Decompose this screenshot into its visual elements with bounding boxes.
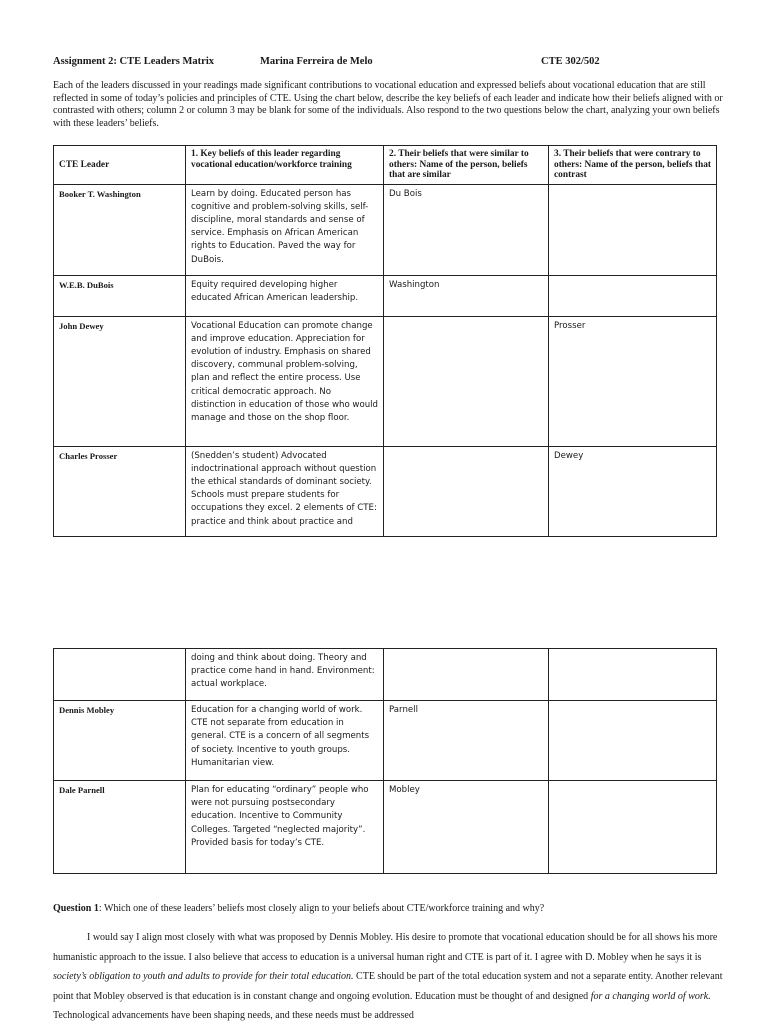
leader-cell: Dennis Mobley <box>54 701 186 781</box>
contrary-cell <box>549 184 717 275</box>
assignment-title: Assignment 2: CTE Leaders Matrix <box>53 56 214 67</box>
instructions-paragraph: Each of the leaders discussed in your readings made significant contributions to vocational education and expressed beliefs about vocational education that are still reflected in some of today’s policies and principles of CTE. Using the chart below, describe the key beliefs of each leader and indicate how their beliefs aligned with or contrasted with others; column 2 or column 3 may be blank for some of the individuals. Also respond to the two questions below the chart, analyzing your own beliefs with these leaders’ beliefs. <box>53 80 723 129</box>
leader-cell: Charles Prosser <box>54 446 186 536</box>
leader-cell <box>54 649 186 701</box>
leaders-matrix-table-continued <box>53 648 717 874</box>
contrary-cell: Dewey <box>549 446 717 536</box>
answer-emphasis-2: for a changing world of work. <box>590 990 711 1002</box>
key-beliefs-cell: Education for a changing world of work. CTE not separate from education in general. CTE is a concern of all segments of society. Incentive to youth groups. Humanitarian view. <box>186 701 384 781</box>
answer-1-paragraph <box>53 928 723 1026</box>
question-1-text: : Which one of these leaders’ beliefs most closely align to your beliefs about CTE/workforce training and why? <box>98 903 545 914</box>
leader-cell: Booker T. Washington <box>54 184 186 275</box>
contrary-cell: Prosser <box>549 316 717 446</box>
table-row <box>54 184 717 275</box>
table-row <box>54 701 717 781</box>
leader-cell: Dale Parnell <box>54 781 186 874</box>
contrary-cell <box>549 275 717 316</box>
contrary-cell <box>549 781 717 874</box>
key-beliefs-cell: Equity required developing higher educated African American leadership. <box>186 275 384 316</box>
key-beliefs-cell: Vocational Education can promote change and improve education. Appreciation for evolution of industry. Emphasis on shared discovery, communal problem-solving, plan and reflect the entire process. Use critical democratic approach. No distinction in education of those who would manage and those on the shop floor. <box>186 316 384 446</box>
leaders-matrix-table <box>53 145 717 537</box>
table-row <box>54 649 717 701</box>
answer-text-part-1: I would say I align most closely with what was proposed by Dennis Mobley. His desire to promote that vocational education should be for all shows his more humanistic approach to the issue. I also believe that access to education is a universal human right and CTE is part of it. I agree with D. Mobley when he says it is <box>53 932 718 963</box>
table-row <box>54 446 717 536</box>
leader-cell: W.E.B. DuBois <box>54 275 186 316</box>
key-beliefs-cell: (Snedden’s student) Advocated indoctrinational approach without question the ethical standards of dominant society. Schools must prepare students for occupations they excel. 2 elements of CTE: practice and think about practice and <box>186 446 384 536</box>
author-name: Marina Ferreira de Melo <box>260 56 373 67</box>
key-beliefs-cell: Plan for educating “ordinary” people who were not pursuing postsecondary education. Incentive to Community Colleges. Targeted “neglected majority”. Provided basis for today’s CTE. <box>186 781 384 874</box>
question-1-label: Question 1 <box>53 903 99 914</box>
course-code: CTE 302/502 <box>541 56 600 67</box>
similar-cell <box>384 446 549 536</box>
answer-text-part-3: Technological advancements have been shaping needs, and these needs must be addressed <box>53 1010 414 1021</box>
similar-cell: Mobley <box>384 781 549 874</box>
table-row <box>54 781 717 874</box>
leader-cell: John Dewey <box>54 316 186 446</box>
column-header-key-beliefs: 1. Key beliefs of this leader regarding vocational education/workforce training <box>186 146 384 185</box>
answer-text-part-2: CTE should be part of the total education system and not a separate entity. Another relevant point that Mobley observed is that education is in constant change and ongoing evolution. Education must be thought of and designed <box>53 971 723 1002</box>
similar-cell: Parnell <box>384 701 549 781</box>
contrary-cell <box>549 701 717 781</box>
table-row <box>54 275 717 316</box>
column-header-leader: CTE Leader <box>54 146 186 185</box>
key-beliefs-cell: Learn by doing. Educated person has cognitive and problem-solving skills, self-discipline, moral standards and sense of service. Emphasis on African American rights to Education. Paved the way for DuBois. <box>186 184 384 275</box>
similar-cell <box>384 649 549 701</box>
similar-cell: Washington <box>384 275 549 316</box>
table-row <box>54 316 717 446</box>
answer-emphasis-1: society’s obligation to youth and adults to provide for their total education. <box>53 971 354 982</box>
contrary-cell <box>549 649 717 701</box>
column-header-contrary: 3. Their beliefs that were contrary to others: Name of the person, beliefs that contrast <box>549 146 717 185</box>
key-beliefs-cell: doing and think about doing. Theory and practice come hand in hand. Environment: actual workplace. <box>186 649 384 701</box>
question-1 <box>53 899 723 919</box>
similar-cell: Du Bois <box>384 184 549 275</box>
column-header-similar: 2. Their beliefs that were similar to others: Name of the person, beliefs that are similar <box>384 146 549 185</box>
similar-cell <box>384 316 549 446</box>
